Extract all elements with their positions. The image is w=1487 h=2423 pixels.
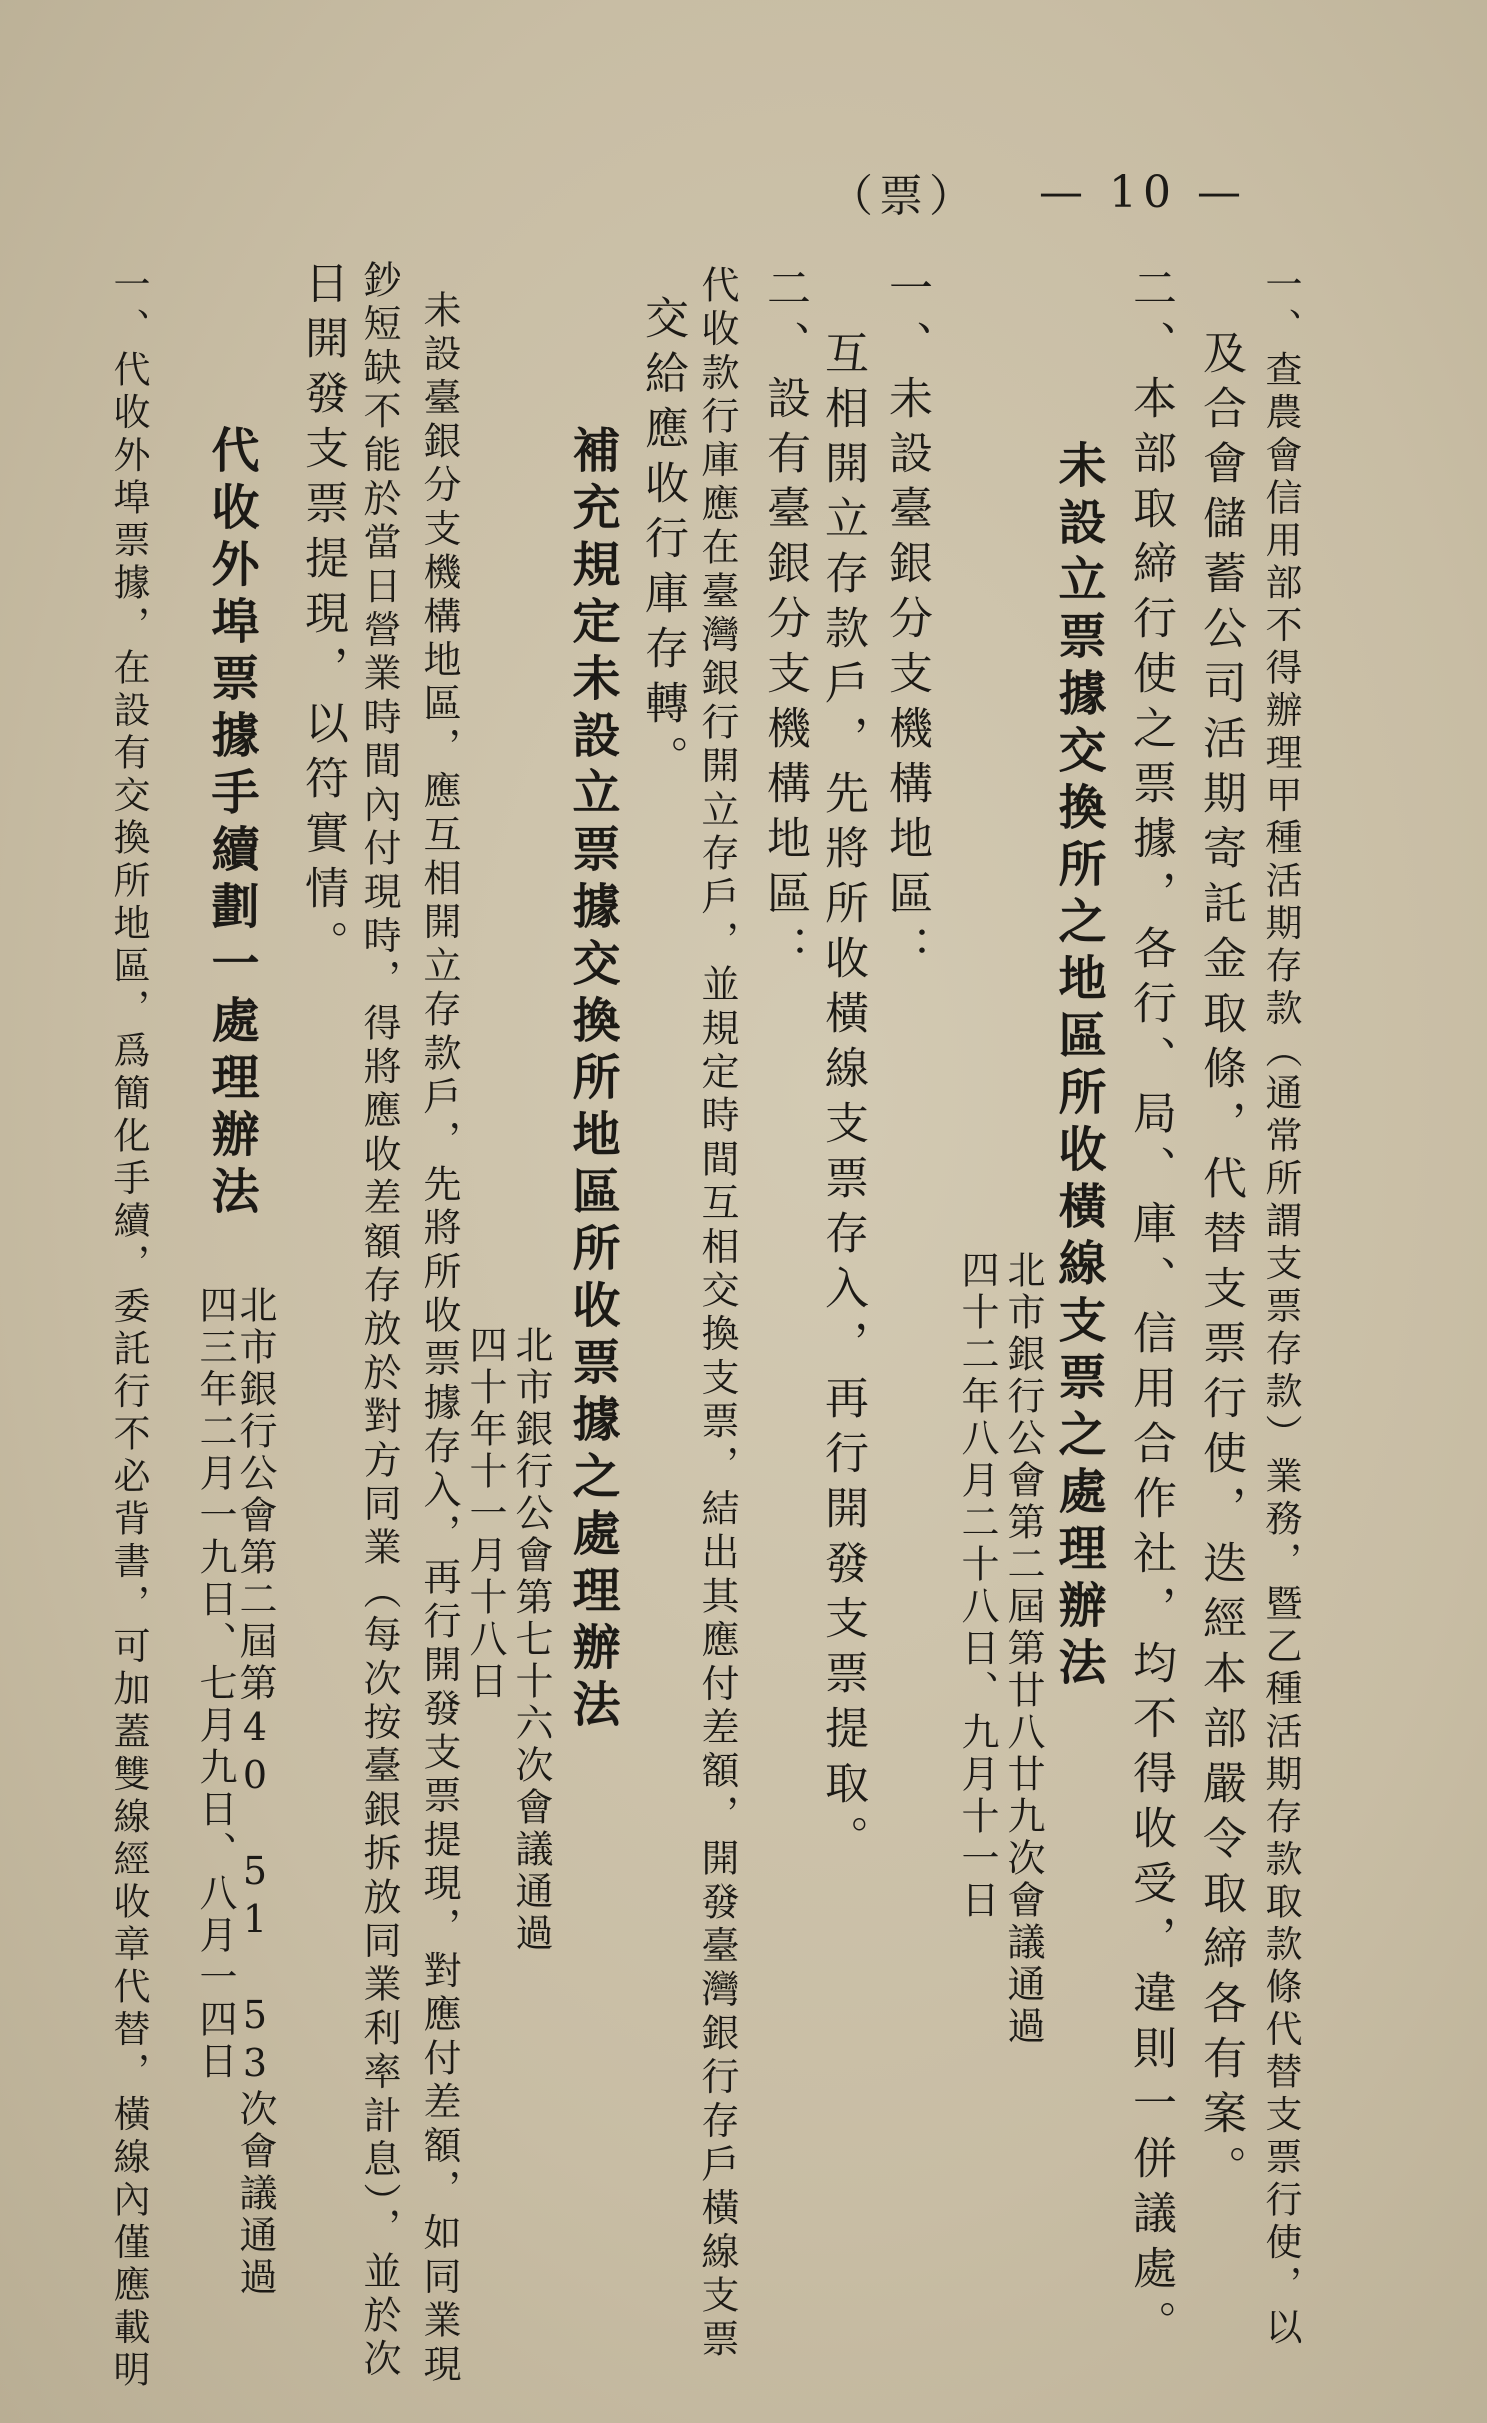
meeting-date: 四十年十一月十八日: [463, 1325, 507, 1703]
paragraph-column: 互相開立存款戶，先將所收橫線支票存入，再行開發支票提取。: [817, 330, 868, 1870]
meeting-date: 四十二年八月二十八日、九月十一日: [955, 1250, 999, 1922]
section-title: 未設立票據交換所之地區所收橫線支票之處理辦法: [1050, 440, 1106, 1694]
meeting-note: 北市銀行公會第七十六次會議通過: [509, 1325, 553, 1955]
paragraph-column: 二、本部取締行使之票據，各行、局、庫、信用合作社，均不得收受，違則一併議處。: [1125, 265, 1176, 2355]
paragraph-column: 二、設有臺銀分支機構地區：: [759, 265, 810, 980]
paragraph-column: 未設臺銀分支機構地區，應互相開立存款戶，先將所收票據存入，再行開發支票提現，對應付差額，如同業現: [417, 290, 461, 2388]
section-title: 代收外埠票據手續劃一處理辦法: [203, 425, 259, 1223]
page-number: — 10 —: [1039, 166, 1247, 218]
paragraph-column: 鈔短缺不能於當日營業時間內付現時，得將應收差額存放於對方同業（每次按臺銀拆放同業利率計息），並於次: [357, 260, 401, 2383]
meeting-date: 四三年二月一九日、七月九日、八月一四日: [193, 1285, 237, 2083]
section-label: （票）: [829, 171, 980, 222]
paragraph-column: 一、未設臺銀分支機構地區：: [881, 265, 932, 980]
paragraph-column: 日開發支票提現，以符實情。: [297, 260, 348, 975]
section-title: 補充規定未設立票據交換所地區所收票據之處理辦法: [564, 425, 620, 1736]
meeting-note: 北市銀行公會第二屆第40 51 53次會議通過: [233, 1285, 277, 2299]
paragraph-column: 交給應收行庫存轉。: [637, 295, 688, 790]
meeting-note: 北市銀行公會第二屆第廿八廿九次會議通過: [1001, 1250, 1045, 2048]
paragraph-column: 代收款行庫應在臺灣銀行開立存戶，並規定時間互相交換支票，結出其應付差額，開發臺灣銀行存戶橫線支票: [695, 265, 739, 2363]
paragraph-column: 及合會儲蓄公司活期寄託金取條，代替支票行使，迭經本部嚴令取締各有案。: [1195, 330, 1246, 2200]
paragraph-column: 一、代收外埠票據，在設有交換所地區，爲簡化手續，委託行不必背書，可加蓋雙線經收章代替，橫線內僅應載明: [107, 265, 150, 2393]
paragraph-column: 一、查農會信用部不得辦理甲種活期存款（通常所謂支票存款）業務，暨乙種活期存款取款條代替支票行使，以: [1259, 265, 1302, 2350]
page-header: [829, 160, 1247, 224]
